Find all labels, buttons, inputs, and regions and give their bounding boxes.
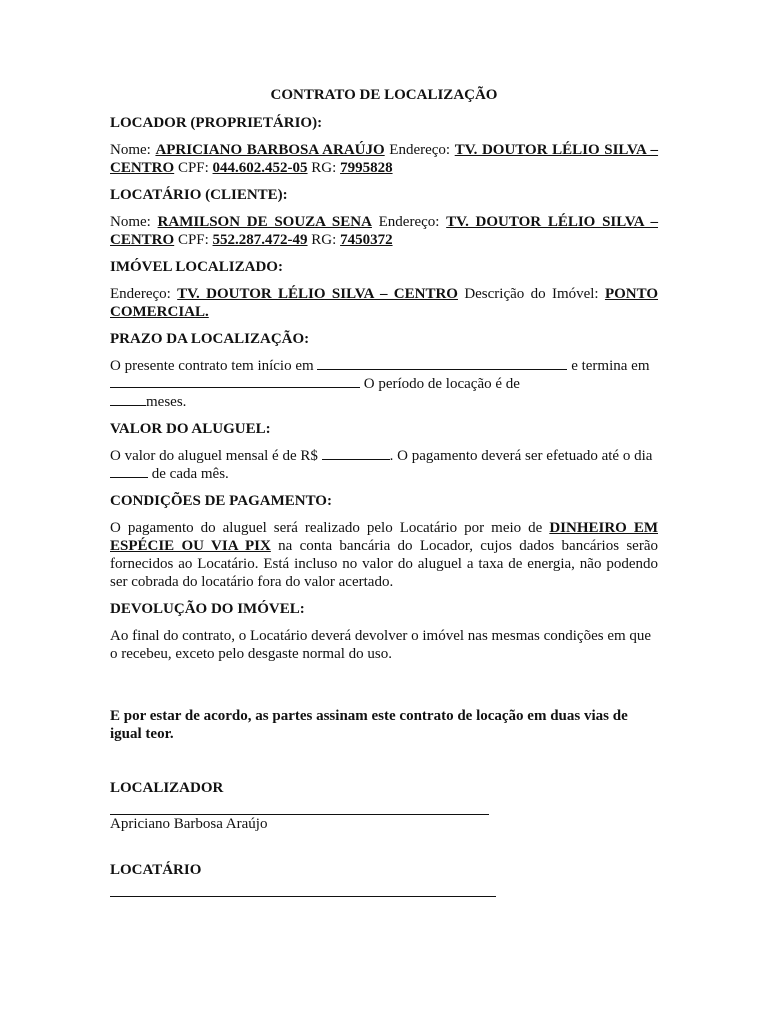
- valor-text-1: O valor do aluguel mensal é de R$: [110, 448, 318, 464]
- localizador-label: LOCALIZADOR: [110, 780, 224, 796]
- locatario-label: LOCATÁRIO: [110, 862, 202, 878]
- rent-value-blank[interactable]: [322, 447, 390, 460]
- localizador-signature-line[interactable]: [110, 797, 489, 815]
- locatario-cpf: 552.287.472-49: [212, 232, 308, 248]
- valor-text: [110, 447, 658, 483]
- document-title: CONTRATO DE LOCALIZAÇÃO: [270, 87, 498, 103]
- locatario-cpf-label: CPF:: [177, 232, 209, 248]
- imovel-descricao-period: .: [205, 304, 209, 320]
- prazo-text-1: O presente contrato tem início em: [110, 358, 314, 374]
- devolucao-heading: DEVOLUÇÃO DO IMÓVEL:: [110, 601, 305, 617]
- devolucao-text: Ao final do contrato, o Locatário deverá devolver o imóvel nas mesmas condições em que o recebeu, exceto pelo desgaste normal do uso.: [110, 628, 652, 662]
- prazo-heading: PRAZO DA LOCALIZAÇÃO:: [110, 331, 310, 347]
- locatario-rg-label: RG:: [311, 232, 337, 248]
- imovel-descricao-label: Descrição do Imóvel:: [464, 286, 599, 302]
- prazo-text-4: meses.: [146, 394, 187, 410]
- imovel-details: [110, 285, 658, 321]
- locador-cpf-label: CPF:: [177, 160, 209, 176]
- imovel-endereco-label: Endereço:: [110, 286, 171, 302]
- due-day-blank[interactable]: [110, 465, 148, 478]
- start-date-blank[interactable]: [317, 357, 567, 370]
- contract-document: [110, 86, 658, 897]
- valor-text-2: . O pagamento deverá ser efetuado até o dia: [389, 448, 653, 464]
- prazo-text-2: e termina em: [571, 358, 650, 374]
- locador-rg-label: RG:: [311, 160, 337, 176]
- locatario-rg: 7450372: [340, 232, 393, 248]
- locador-heading: LOCADOR (PROPRIETÁRIO):: [110, 115, 323, 131]
- valor-text-3: de cada mês.: [151, 466, 229, 482]
- imovel-descricao: PONTO COMERCIAL: [110, 286, 659, 320]
- pagamento-text-2: na conta bancária do Locador, cujos dados bancários serão fornecidos ao Locatário. Está incluso no valor do aluguel a taxa de energia, não podendo ser cobrada do locatário fora do valor acertado.: [110, 538, 658, 590]
- imovel-heading: IMÓVEL LOCALIZADO:: [110, 259, 283, 275]
- locatario-endereco-label: Endereço:: [378, 214, 440, 230]
- locador-rg: 7995828: [340, 160, 393, 176]
- pagamento-text: [110, 519, 658, 591]
- locatario-signature-line[interactable]: [110, 879, 496, 897]
- end-date-blank[interactable]: [110, 375, 360, 388]
- months-blank[interactable]: [110, 393, 146, 406]
- localizador-name: Apriciano Barbosa Araújo: [110, 816, 268, 832]
- prazo-text: [110, 357, 658, 411]
- locador-endereco: TV. DOUTOR LÉLIO SILVA – CENTRO: [110, 142, 659, 176]
- valor-heading: VALOR DO ALUGUEL:: [110, 421, 271, 437]
- locador-cpf: 044.602.452-05: [212, 160, 308, 176]
- locatario-nome: RAMILSON DE SOUZA SENA: [157, 214, 372, 230]
- locador-endereco-label: Endereço:: [389, 142, 451, 158]
- locador-nome-label: Nome:: [110, 142, 151, 158]
- imovel-endereco: TV. DOUTOR LÉLIO SILVA – CENTRO: [177, 286, 458, 302]
- locatario-details: [110, 213, 658, 249]
- pagamento-text-1: O pagamento do aluguel será realizado pelo Locatário por meio de: [110, 520, 543, 536]
- pagamento-metodo: DINHEIRO EM ESPÉCIE OU VIA PIX: [110, 520, 658, 554]
- closing-statement: E por estar de acordo, as partes assinam este contrato de locação em duas vias de igual teor.: [110, 708, 628, 742]
- locador-nome: APRICIANO BARBOSA ARAÚJO: [155, 142, 385, 158]
- pagamento-heading: CONDIÇÕES DE PAGAMENTO:: [110, 493, 332, 509]
- prazo-text-3: O período de locação é de: [363, 376, 520, 392]
- locatario-endereco: TV. DOUTOR LÉLIO SILVA – CENTRO: [110, 214, 658, 248]
- locatario-nome-label: Nome:: [110, 214, 151, 230]
- locatario-heading: LOCATÁRIO (CLIENTE):: [110, 187, 288, 203]
- locador-details: [110, 141, 658, 177]
